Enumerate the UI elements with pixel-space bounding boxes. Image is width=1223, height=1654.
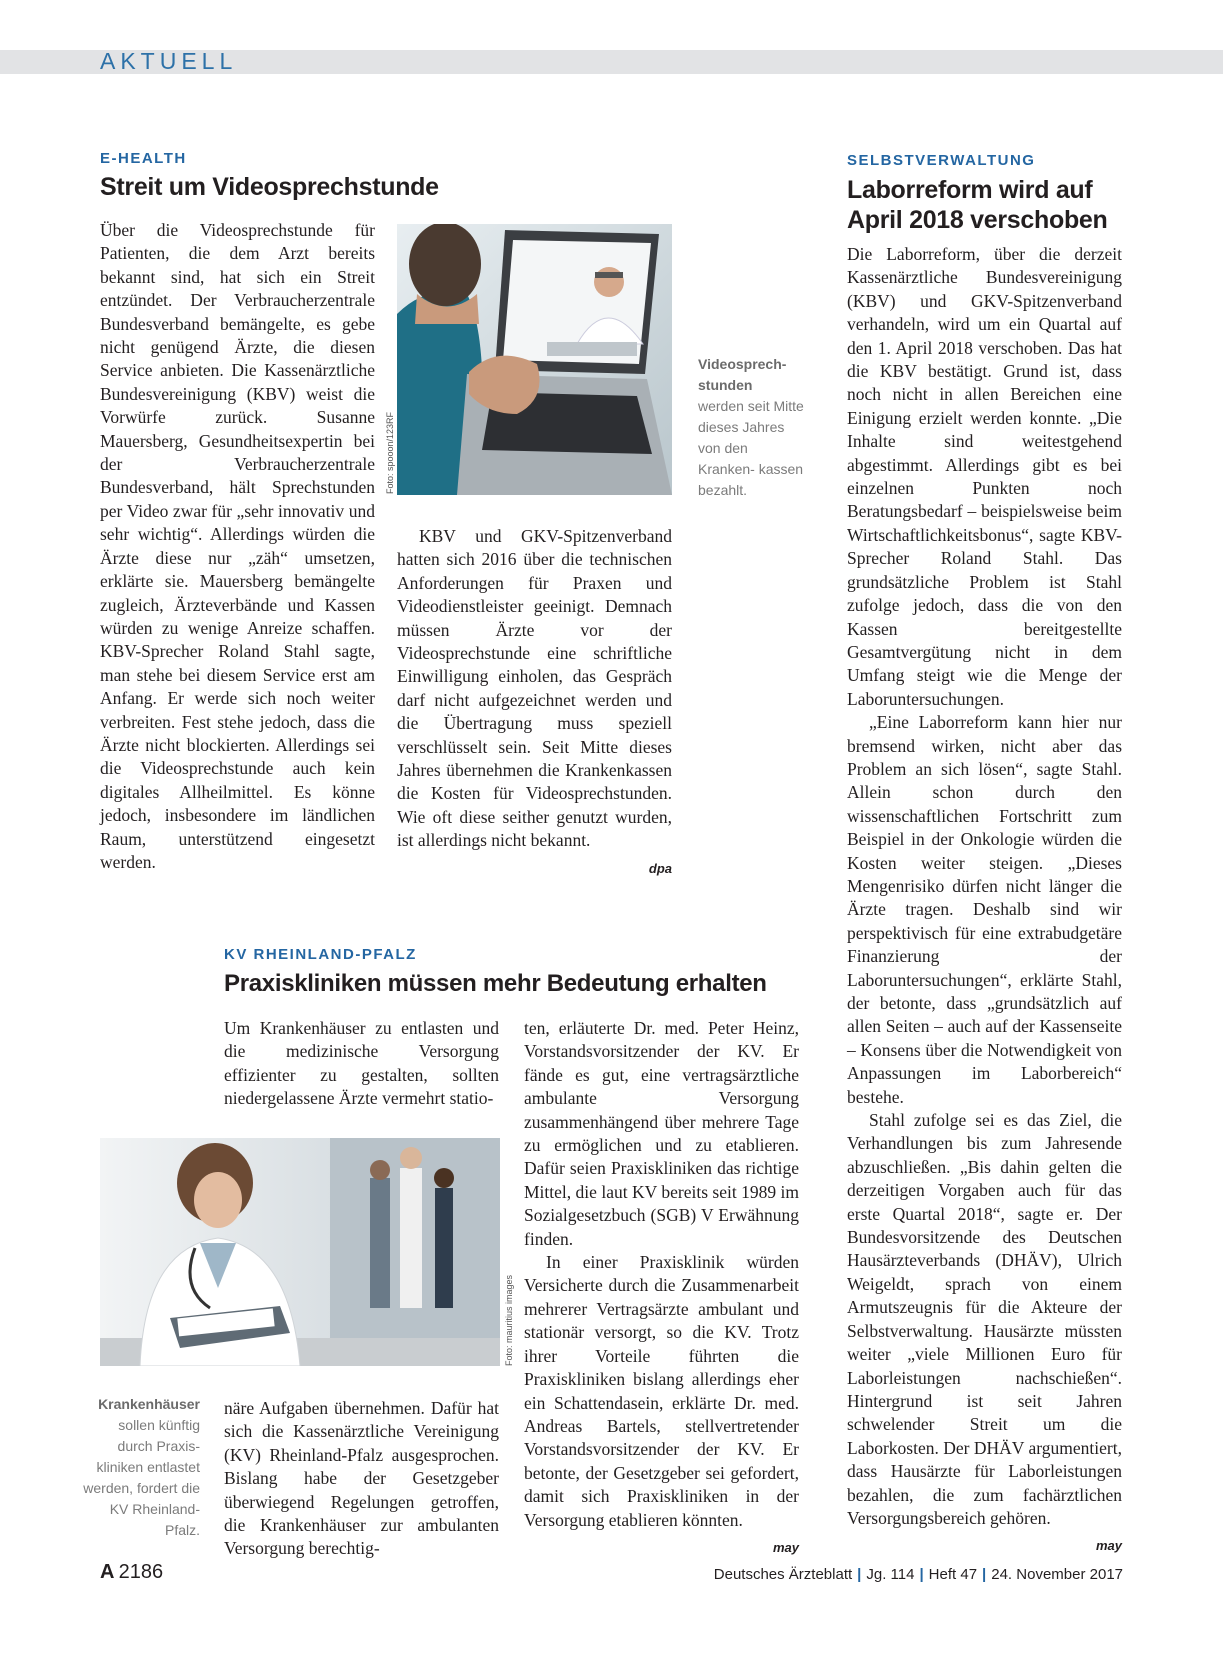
article2-p3: Stahl zufolge sei es das Ziel, die Verhandlungen bis zum Jahresende abzuschließen. „Bis dahin gelten die derzeitigen Vorgaben auch für das erste Quartal 2018“, sagte er. Der Bundesvorsitzende des Deutschen Hausärzteverbands (DHÄV), Ulrich Weigeldt, sprach von einem Armutszeugnis für die Akteure der Selbstverwaltung. Hausärzte müssten weiter „viele Millionen Euro für Laborleistungen nachschießen“. Hintergrund ist seit Jahren schwelender Streit um die Laborkosten. Der DHÄV argumentiert, dass Hausärzte für Laborleistungen bezahlen, die zum fachärztlichen Versorgungsbereich gehören. <box>847 1110 1122 1528</box>
page-number-value: 2186 <box>118 1561 164 1583</box>
article3-caption <box>80 1394 200 1541</box>
page-number <box>100 1561 163 1584</box>
footer-volume: Jg. 114 <box>866 1566 915 1583</box>
article1-caption-body: werden seit Mitte dieses Jahres von den Kranken- kassen bezahlt. <box>698 398 804 498</box>
article3-title: Praxiskliniken müssen mehr Bedeutung erhalten <box>224 970 767 997</box>
page-letter: A <box>100 1561 115 1583</box>
article3-col2-p1: ten, erläuterte Dr. med. Peter Heinz, Vorstandsvorsitzender der KV. Er fände es gut, eine vertragsärztliche ambulante Versorgung zusammenhängend über mehrere Tage zu ermöglichen und zu etablieren. Dafür seien Praxiskliniken das richtige Mittel, die laut KV bereits seit 1989 im Sozialgesetzbuch (SGB) V Erwähnung finden. <box>524 1018 799 1249</box>
article2-signature: may <box>1095 1538 1122 1554</box>
article3-column-1-top <box>224 1017 499 1111</box>
article2-p1: Die Laborreform, über die derzeit Kassenärztliche Bundesvereinigung (KBV) und GKV-Spitzenverband verhandeln, wird um ein Quartal auf den 1. April 2018 verschoben. Das hat die KBV bestätigt. Grund ist, dass noch nicht in allen Bereichen eine Einigung erzielt werden konnte. „Die Inhalte sind weitestgehend abgestimmt. Allerdings gibt es bei einzelnen Punkten noch Beratungsbedarf – beispielsweise beim Wirtschaftlichkeitsbonus“, sagte KBV-Sprecher Roland Stahl. Das grundsätzliche Problem ist Stahl zufolge jedoch, dass die von den Kassen bereitgestellte Gesamtvergütung nicht in dem Umfang steigt wie die Menge der Laboruntersuchungen. <box>847 244 1122 709</box>
footer-issue: Heft 47 <box>928 1566 978 1583</box>
article3-photo <box>100 1138 500 1366</box>
article1-column-1 <box>100 219 375 874</box>
article1-photo-credit: Foto: spooon/123RF <box>385 411 395 494</box>
doctor-hospital-image <box>100 1138 500 1366</box>
article3-kicker: KV RHEINLAND-PFALZ <box>224 946 417 963</box>
article3-caption-body: sollen künftig durch Praxis- kliniken entlastet werden, fordert die KV Rheinland- Pfalz. <box>83 1417 200 1538</box>
article2-p2: „Eine Laborreform kann hier nur bremsend wirken, nicht aber das Problem an sich lösen“, sagte Stahl. Allein schon durch den wissenschaftlichen Fortschritt zum Beispiel in der Onkologie würden die Kosten weiter steigen. „Dieses Mengenrisiko dürfen nicht länger die Ärzte tragen. Deshalb sind wir perspektivisch für eine extrabudgetäre Finanzierung der Laboruntersuchungen“, erklärte Stahl, der betonte, dass „grundsätzlich auf allen Seiten – auch auf der Kassenseite – Konsens über die Notwendigkeit von Anpassungen im Laborbereich“ bestehe. <box>847 712 1122 1107</box>
footer-info: Deutsches Ärzteblatt | Jg. 114 | Heft 47 | 24. November 2017 <box>713 1566 1123 1583</box>
article1-caption <box>698 354 808 501</box>
article3-signature: may <box>772 1539 799 1555</box>
article1-photo <box>397 224 672 495</box>
article3-col2-p2: In einer Praxisklinik würden Versicherte durch die Zusammenarbeit mehrerer Vertragsärzte ambulant und stationär versorgt, so die KV. Trotz ihrer Vorteile führten die Praxiskliniken bislang allerdings eher ein Schattendasein, erklärte Dr. med. Andreas Bartels, stellvertretender Vorstandsvorsitzender der KV. Er betonte, der Gesetzgeber sei gefordert, damit sich Praxiskliniken in der Versorgung etablieren könnten. <box>524 1252 799 1530</box>
section-label: AKTUELL <box>100 48 238 74</box>
article3-col1-bottom-text: näre Aufgaben übernehmen. Dafür hat sich die Kassenärztliche Vereinigung (KV) Rheinland-Pfalz ausgesprochen. Bislang habe der Gesetzgeber überwiegend Regelungen getroffen, die Krankenhäuser zur ambulanten Versorgung berechtig- <box>224 1398 499 1559</box>
article3-column-1-bottom <box>224 1397 499 1561</box>
article1-col2-text: KBV und GKV-Spitzenverband hatten sich 2016 über die technischen Anforderungen für Praxen und Videodienstleister geeinigt. Demnach müssen Ärzte vor der Videosprechstunde eine schriftliche Einwilligung einholen, das Gespräch darf nicht aufgezeichnet werden und die Übertragung muss speziell verschlüsselt sein. Seit Mitte dieses Jahres übernehmen die Krankenkassen die Kosten für Videosprechstunden. Wie oft diese seither genutzt wurden, ist allerdings nicht bekannt. <box>397 526 672 851</box>
article1-column-2 <box>397 525 672 880</box>
article1-caption-head: Videosprech- stunden <box>698 356 787 393</box>
article1-kicker: E-HEALTH <box>100 150 187 167</box>
article2-title: Laborreform wird auf April 2018 verschoben <box>847 176 1108 234</box>
article3-photo-credit: Foto: mauritius images <box>504 1274 514 1366</box>
article2-kicker: SELBSTVERWALTUNG <box>847 152 1036 169</box>
article1-title: Streit um Videosprechstunde <box>100 173 439 201</box>
article1-signature: dpa <box>648 860 672 876</box>
article1-col1-text: Über die Videosprechstunde für Patienten, die dem Arzt bereits bekannt sind, hat sich ein Streit entzündet. Der Verbraucherzentrale Bundesverband bemängelte, es gebe nicht genügend Ärzte, die diesen Service anbieten. Die Kassenärztliche Bundesvereinigung (KBV) weist die Vorwürfe zurück. Susanne Mauersberg, Gesundheitsexpertin bei der Verbraucherzentrale Bundesverband, hält Sprechstunden per Video zwar für „sehr innovativ und sehr wichtig“. Allerdings würden die Ärzte diese nur „zäh“ umsetzen, erklärte sie. Mauersberg bemängelte zugleich, Ärzteverbände und Kassen würden zu wenige Anreize schaffen. KBV-Sprecher Roland Stahl sagte, man stehe bei diesem Service erst am Anfang. Er werde sich noch weiter verbreiten. Fest stehe jedoch, dass die Ärzte nicht blockierten. Allerdings sei die Videosprechstunde auch kein digitales Allheilmittel. Es könne jedoch, insbesondere im ländlichen Raum, unterstützend eingesetzt werden. <box>100 220 375 872</box>
footer-date: 24. November 2017 <box>991 1566 1123 1583</box>
article3-col1-top-text: Um Krankenhäuser zu entlasten und die medizinische Versorgung effizienter zu gestalten, sollten niedergelassene Ärzte vermehrt statio- <box>224 1018 499 1109</box>
footer-journal: Deutsches Ärzteblatt <box>713 1566 853 1583</box>
article3-column-2 <box>524 1017 799 1559</box>
video-consultation-image <box>397 224 672 495</box>
article3-caption-head: Krankenhäuser <box>98 1396 200 1412</box>
article2-column <box>847 243 1122 1558</box>
